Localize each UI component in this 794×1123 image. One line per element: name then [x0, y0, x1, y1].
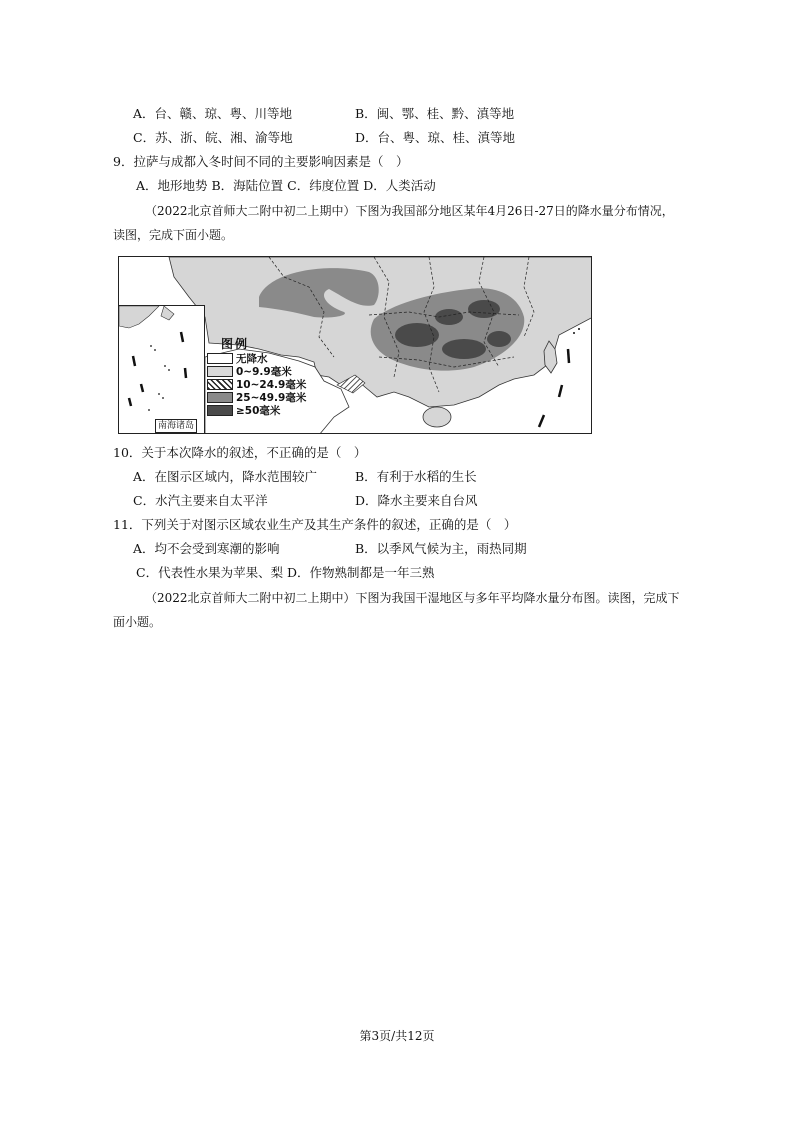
hainan-island [423, 407, 451, 427]
q10-stem: 10．关于本次降水的叙述，不正确的是（ ） [113, 445, 367, 460]
q11-stem: 11．下列关于对图示区域农业生产及其生产条件的叙述，正确的是（ ） [113, 517, 517, 532]
inset-island [158, 393, 160, 395]
q10-option-b: B．有利于水稻的生长 [355, 469, 477, 484]
q8-option-a: A．台、赣、琼、粤、川等地 [133, 106, 293, 121]
rain-50-core-3 [468, 300, 500, 318]
inset-island [164, 365, 166, 367]
inset-island [168, 369, 170, 371]
legend-swatch-10-24 [207, 379, 233, 390]
q11-option-cd: C．代表性水果为苹果、梨 D．作物熟制都是一年三熟 [136, 565, 435, 580]
inset-island [150, 345, 152, 347]
intro-2-line-2: 面小题。 [113, 615, 162, 629]
intro-1-line-2: 读图，完成下面小题。 [113, 228, 234, 242]
q9-options: A．地形地势 B．海陆位置 C．纬度位置 D．人类活动 [136, 178, 436, 193]
q10-option-a: A．在图示区域内，降水范围较广 [133, 469, 318, 484]
rain-50-core-1 [395, 323, 439, 347]
precipitation-map [118, 256, 592, 434]
intro-2-line-1: （2022北京首师大二附中初二上期中）下图为我国干湿地区与多年平均降水量分布图。读图，完成下 [145, 591, 680, 605]
inset-island [162, 397, 164, 399]
inset-boundary-4 [181, 332, 183, 342]
island-dot-2 [578, 328, 580, 330]
south-china-sea-inset [119, 305, 205, 433]
inset-island [154, 349, 156, 351]
legend-swatch-50 [207, 405, 233, 416]
legend-swatch-25-49 [207, 392, 233, 403]
inset-coast [119, 306, 159, 328]
inset-boundary-2 [141, 384, 143, 392]
inset-boundary-5 [185, 368, 186, 378]
q11-option-a: A．均不会受到寒潮的影响 [133, 541, 280, 556]
sea-boundary-3 [539, 415, 544, 427]
page-number: 第3页/共12页 [359, 1029, 435, 1043]
inset-island [148, 409, 150, 411]
inset-graphic [119, 306, 205, 434]
q10-option-d: D．降水主要来自台风 [355, 493, 478, 508]
legend-swatch-0-9 [207, 366, 233, 377]
intro-1-line-1: （2022北京首师大二附中初二上期中）下图为我国部分地区某年4月26日-27日的降水量分布情况， [145, 204, 674, 218]
q10-option-c: C．水汽主要来自太平洋 [133, 493, 268, 508]
legend-row-50 [207, 404, 306, 417]
legend-label-10-24: 10~24.9毫米 [236, 379, 307, 391]
q11-option-b: B．以季风气候为主，雨热同期 [355, 541, 527, 556]
map-legend [207, 335, 306, 417]
q9-stem: 9．拉萨与成都入冬时间不同的主要影响因素是（ ） [113, 154, 409, 169]
legend-label-25-49: 25~49.9毫米 [236, 392, 307, 404]
q8-option-b: B．闽、鄂、桂、黔、滇等地 [355, 106, 515, 121]
legend-label-50: ≥50毫米 [236, 405, 281, 417]
legend-label-0-9: 0~9.9毫米 [236, 366, 292, 378]
legend-swatch-no-rain [207, 353, 233, 364]
inset-taiwan [161, 306, 174, 320]
q8-option-d: D．台、粤、琼、桂、滇等地 [355, 130, 516, 145]
rain-50-core-5 [487, 331, 511, 347]
sea-boundary-2 [559, 385, 562, 397]
legend-label-no-rain: 无降水 [236, 353, 268, 365]
legend-title: 图例 [221, 337, 250, 351]
inset-boundary-1 [133, 356, 135, 366]
inset-label: 南海诸岛 [155, 419, 197, 433]
rain-50-core-4 [442, 339, 486, 359]
q8-option-c: C．苏、浙、皖、湘、渝等地 [133, 130, 293, 145]
island-dot-1 [573, 332, 575, 334]
inset-boundary-3 [129, 398, 131, 406]
sea-boundary-1 [568, 349, 569, 363]
